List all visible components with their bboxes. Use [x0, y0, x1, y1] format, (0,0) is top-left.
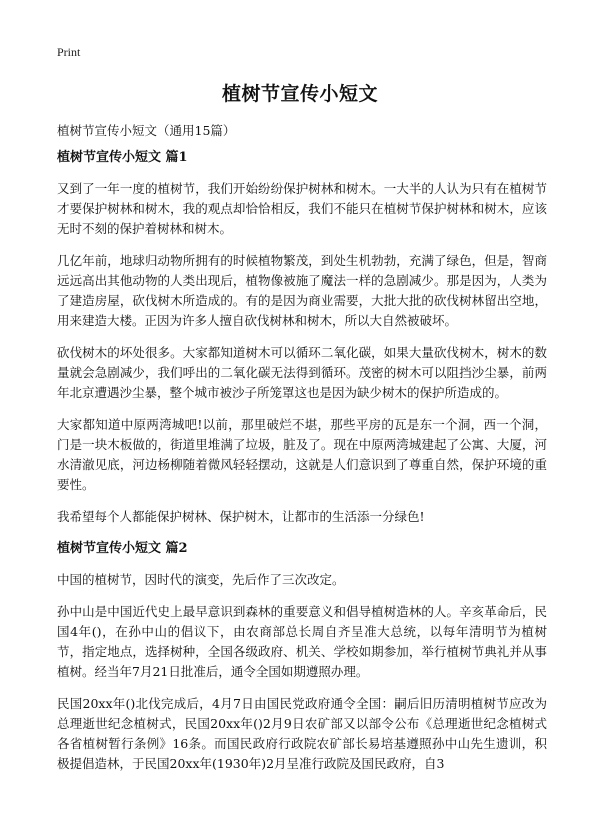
section-heading: 植树节宣传小短文 篇2 — [57, 541, 188, 556]
document-subtitle: 植树节宣传小短文（通用15篇） — [57, 123, 236, 138]
paragraph: 又到了一年一度的植树节，我们开始纷纷保护树林和树木。一大半的人认为只有在植树节才要保护树林和树木，我的观点却恰恰相反，我们不能只在植树节保护树林和树木，应该无时不刻的保护着树林和树木。 — [57, 181, 547, 236]
section-2 — [57, 539, 547, 774]
paragraph: 民国20xx年()北伐完成后，4月7日由国民党政府通令全国：嗣后旧历清明植树节应改为总理逝世纪念植树式，民国20xx年()2月9日农矿部又以部令公布《总理逝世纪念植树式各省植树暂行条例》16条。而国民政府行政院农矿部长易培基遵照孙中山先生遗训，积极提倡造林，于民国20xx年(1930年)2月呈准行政院及国民政府，自3 — [57, 696, 547, 771]
paragraph: 砍伐树木的坏处很多。大家都知道树木可以循环二氧化碳，如果大量砍伐树木，树木的数量就会急剧减少，我们呼出的二氧化碳无法得到循环。茂密的树木可以阻挡沙尘暴，前两年北京遭遇沙尘暴，整个城市被沙子所笼罩这也是因为缺少树木的保护所造成的。 — [57, 345, 547, 400]
paragraph: 中国的植树节，因时代的演变，先后作了三次改定。 — [57, 572, 345, 587]
section-heading: 植树节宣传小短文 篇1 — [57, 150, 188, 165]
document-title: 植树节宣传小短文 — [221, 83, 378, 105]
paragraph: 孙中山是中国近代史上最早意识到森林的重要意义和倡导植树造林的人。辛亥革命后，民国4年()，在孙中山的倡议下，由农商部总长周自齐呈准大总统，以每年清明节为植树节，指定地点，选择树种，全国各级政府、机关、学校如期参加，举行植树节典礼并从事植树。经当年7月21日批准后，通令全国如期遵照办理。 — [57, 604, 547, 679]
paragraph: 大家都知道中原两湾城吧!以前，那里破烂不堪，那些平房的瓦是东一个洞，西一个洞，门是一块木板做的，街道里堆满了垃圾，脏及了。现在中原两湾城建起了公寓、大厦，河水清澈见底，河边杨柳随着微风轻轻摆动，这就是人们意识到了尊重自然，保护环境的重要性。 — [57, 417, 547, 492]
section-1 — [57, 148, 547, 527]
paragraph: 几亿年前，地球归动物所拥有的时候植物繁茂，到处生机勃勃，充满了绿色，但是，智商远远高出其他动物的人类出现后，植物像被施了魔法一样的急剧减少。那是因为，人类为了建造房屋，砍伐树木所造成的。有的是因为商业需要，大批大批的砍伐树林留出空地，用来建造大楼。正因为许多人擅自砍伐树林和树木，所以大自然被破坏。 — [57, 253, 547, 328]
document-body — [57, 148, 547, 786]
paragraph: 我希望每个人都能保护树林、保护树木，让都市的生活添一分绿色! — [57, 509, 425, 524]
print-label: Print — [57, 45, 81, 59]
